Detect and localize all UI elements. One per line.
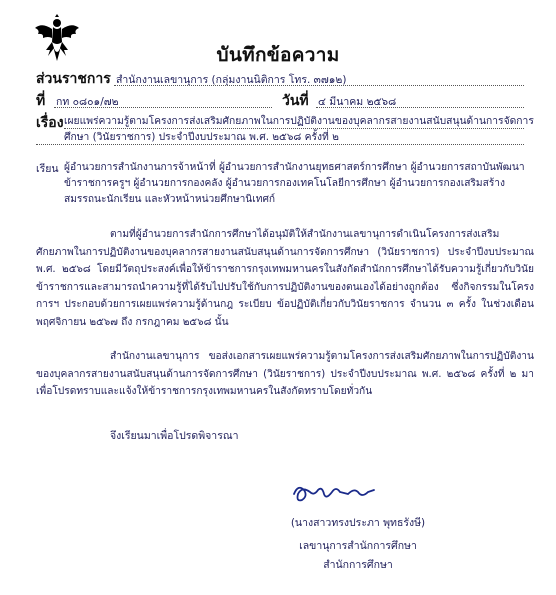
subject-dotline-1 (64, 128, 524, 129)
ref-label: ที่ (36, 93, 46, 109)
date-dotline (316, 107, 524, 108)
signer-name: (นางสาวทรงประภา พุทธรังษี) (290, 517, 426, 529)
to-label: เรียน (36, 163, 59, 175)
department-value: สำนักงานเลขานุการ (กลุ่มงานนิติการ โทร. ๓๗๑๒) (116, 74, 347, 86)
ref-value: กท ๐๘๐๑/๗๒ (56, 96, 119, 108)
date-label: วันที่ (282, 93, 309, 109)
memo-title: บันทึกข้อความ (216, 44, 340, 66)
subject-dotline-2 (36, 144, 524, 145)
body-paragraph-2 (36, 348, 534, 401)
department-dotline (114, 85, 524, 86)
department-label: ส่วนราชการ (36, 71, 111, 87)
date-value: ๔ มีนาคม ๒๕๖๘ (318, 96, 397, 108)
subject-text: เผยแพร่ความรู้ตามโครงการส่งเสริมศักยภาพในการปฏิบัติงานของบุคลากรสายงานสนับสนุนด้านการจัดการศึกษา (วินัยราชการ) ประจำปีงบประมาณ พ.ศ. ๒๕๖๘ ครั้งที่ ๒ (64, 115, 534, 143)
to-text: ผู้อำนวยการสำนักงานการจ้าหน้าที่ ผู้อำนวยการสำนักงานยุทธศาสตร์การศึกษา ผู้อำนวยการสถาบันพัฒนาข้าราชการครูฯ ผู้อำนวยการกองคลัง ผู้อำนวยการกองเทคโนโลยีการศึกษา ผู้อำนวยการกองเสริมสร้างสมรรถนะนักเรียน และหัวหน้าหน่วยศึกษานิเทศก์ (64, 162, 525, 205)
body-paragraph-2-text: สำนักงานเลขานุการ ขอส่งเอกสารเผยแพร่ความรู้ตามโครงการส่งเสริมศักยภาพในการปฏิบัติงานของบุคลากรสายงานสนับสนุนด้านการจัดการศึกษา (วินัยราชการ) ประจำปีงบประมาณ พ.ศ. ๒๕๖๘ ครั้งที่ ๒ มาเพื่อโปรดทราบและแจ้งให้ข้าราชการกรุงเทพมหานครในสังกัดทราบโดยทั่วกัน (36, 351, 534, 397)
body-paragraph-1 (36, 226, 534, 331)
handwritten-signature (288, 480, 378, 510)
ref-dotline (54, 107, 272, 108)
subject-label: เรื่อง (36, 115, 64, 131)
signer-org: สำนักการศึกษา (323, 559, 393, 571)
closing-line: จึงเรียนมาเพื่อโปรดพิจารณา (110, 430, 239, 442)
signer-position: เลขานุการสำนักการศึกษา (299, 540, 417, 552)
body-paragraph-1-text: ตามที่ผู้อำนวยการสำนักการศึกษาได้อนุมัติให้สำนักงานเลขานุการดำเนินโครงการส่งเสริมศักยภาพในการปฏิบัติงานของบุคลากรสายงานสนับสนุนด้านการจัดการศึกษา (วินัยราชการ) ประจำปีงบประมาณ พ.ศ. ๒๕๖๘ โดยมีวัตถุประสงค์เพื่อให้ข้าราชการกรุงเทพมหานครในสังกัดสำนักการศึกษาได้รับความรู้เกี่ยวกับวินัยข้าราชการและสามารถนำความรู้ที่ได้รับไปปรับใช้กับการปฏิบัติงานของตนเองได้อย่างถูกต้อง ซึ่งกิจกรรมในโครงการฯ ประกอบด้วยการเผยแพร่ความรู้ด้านกฎ ระเบียบ ข้อปฏิบัติเกี่ยวกับวินัยราชการ จำนวน ๓ ครั้ง ในช่วงเดือนพฤศจิกายน ๒๕๖๗ ถึง กรกฎาคม ๒๕๖๘ นั้น (36, 229, 534, 328)
